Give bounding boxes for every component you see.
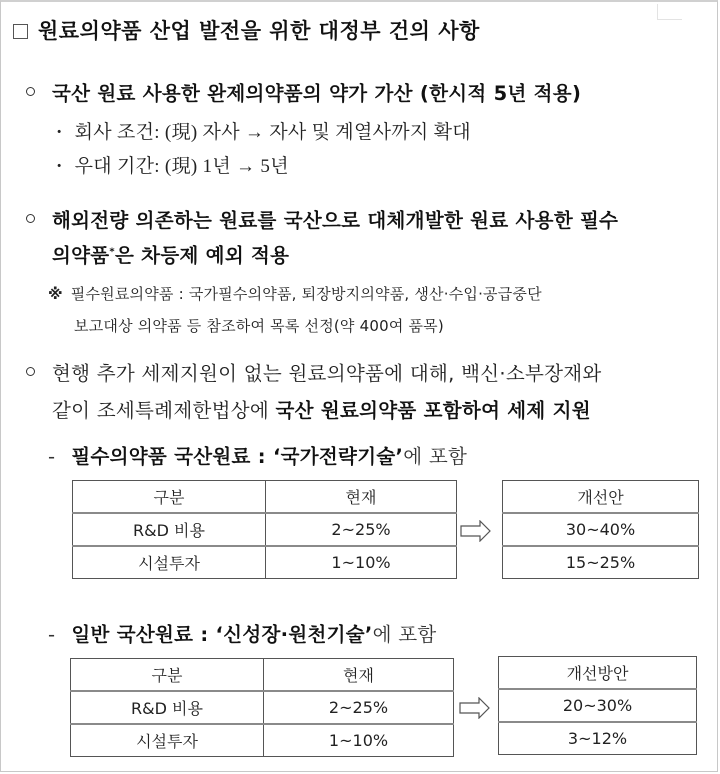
section-2-heading-line2: 의약품*은 차등제 예외 적용 [52, 244, 290, 267]
reference-mark-icon: ※ [48, 285, 63, 303]
circle-bullet-icon [26, 87, 35, 96]
dash-bullet-icon: - [48, 445, 56, 468]
subsection-essential-heading: - 필수의약품 국산원료 : ‘국가전략기술’에 포함 [48, 445, 468, 468]
table-row: 15~25% [503, 546, 699, 579]
dash-bullet-icon: - [48, 623, 56, 646]
table-header-row: 개선방안 [499, 657, 697, 690]
dot-bullet-icon: · [56, 122, 63, 143]
table-row: 30~40% [503, 513, 699, 546]
section-1-heading: 국산 원료 사용한 완제의약품의 약가 가산 (한시적 5년 적용) [26, 78, 581, 106]
table-header-row: 개선안 [503, 481, 699, 514]
table-header-row: 구분 현재 [73, 481, 457, 514]
current-rate-table-general [70, 658, 454, 757]
section-2-footnote-line1: ※ 필수원료의약품 : 국가필수의약품, 퇴장방지의약품, 생산·수입·공급중단 [48, 285, 542, 303]
table-row: 3~12% [499, 722, 697, 755]
page-title [13, 15, 480, 45]
table-row: R&D 비용 2~25% [71, 691, 454, 724]
table-row: R&D 비용 2~25% [73, 513, 457, 546]
subsection-general-heading: - 일반 국산원료 : ‘신성장·원천기술’에 포함 [48, 623, 437, 646]
section-3-line2: 같이 조세특례제한법상에 국산 원료의약품 포함하여 세제 지원 [52, 399, 591, 422]
title-text: 원료의약품 산업 발전을 위한 대정부 건의 사항 [38, 19, 480, 43]
table-row: 시설투자 1~10% [73, 546, 457, 579]
section-1-item-2: · 우대 기간: (現) 1년 → 5년 [56, 156, 289, 177]
proposal-rate-table-essential [502, 480, 699, 579]
section-2-footnote-line2: 보고대상 의약품 등 참조하여 목록 선정(약 400여 품목) [74, 317, 444, 335]
table-header-row: 구분 현재 [71, 659, 454, 692]
section-3-line1: 현행 추가 세제지원이 없는 원료의약품에 대해, 백신·소부장재와 [26, 358, 602, 386]
right-arrow-icon [459, 697, 491, 719]
right-arrow-icon [460, 520, 492, 542]
page-corner-mark [657, 4, 682, 20]
circle-bullet-icon [26, 367, 35, 376]
proposal-rate-table-general [498, 656, 697, 755]
circle-bullet-icon [26, 214, 35, 223]
section-3-emphasis: 국산 원료의약품 포함하여 세제 지원 [275, 399, 591, 422]
section-1-item-1: · 회사 조건: (現) 자사 → 자사 및 계열사까지 확대 [56, 122, 471, 143]
current-rate-table-essential [72, 480, 457, 579]
section-2-heading-line1: 해외전량 의존하는 원료를 국산으로 대체개발한 원료 사용한 필수 [26, 205, 618, 233]
table-row: 20~30% [499, 689, 697, 722]
dot-bullet-icon: · [56, 156, 63, 177]
checkbox-square-icon [13, 24, 28, 39]
table-row: 시설투자 1~10% [71, 724, 454, 757]
